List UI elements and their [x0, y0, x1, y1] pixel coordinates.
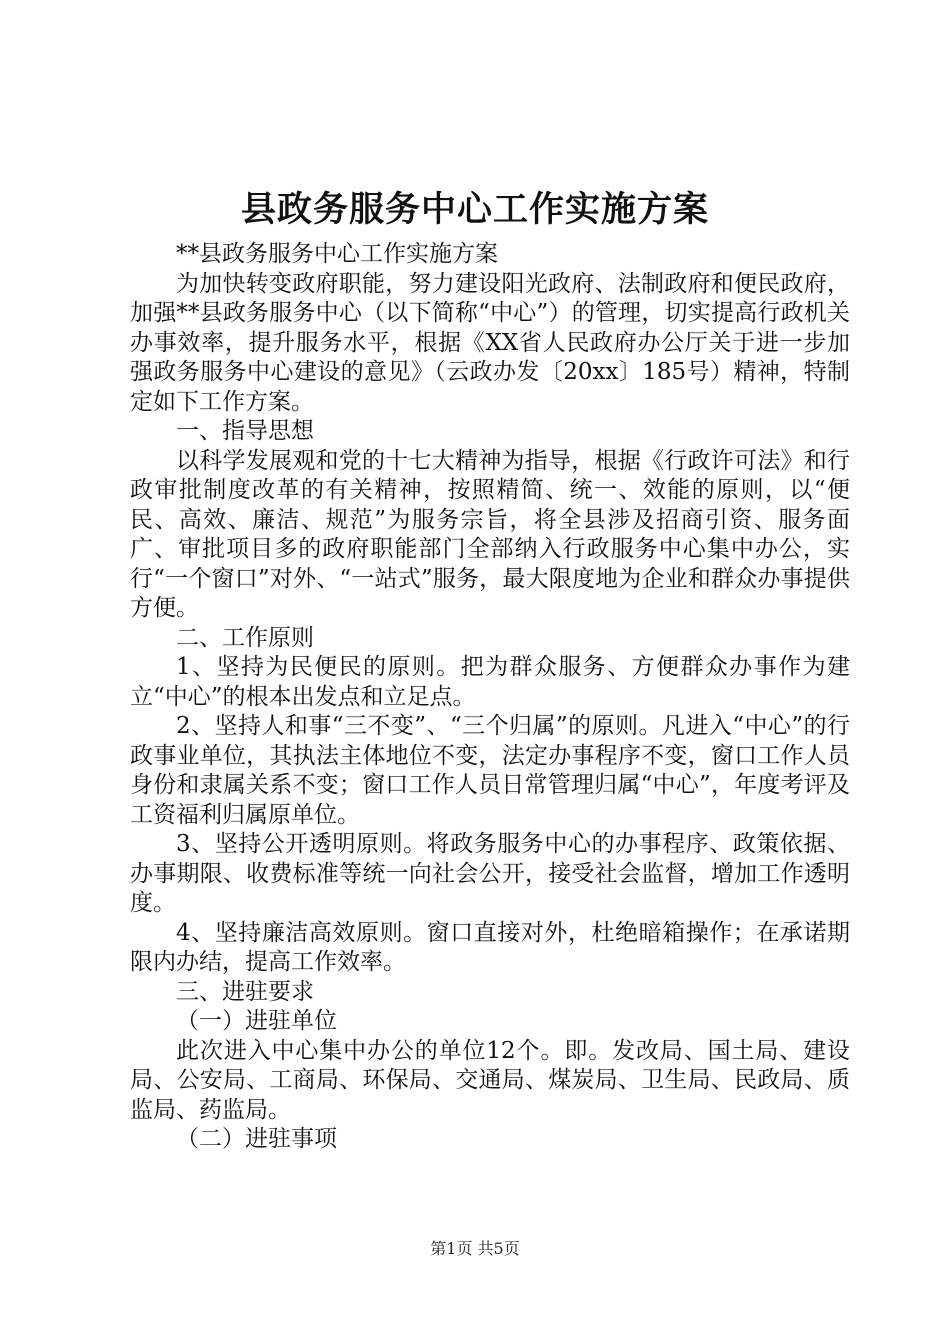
body-paragraph: 以科学发展观和党的十七大精神为指导，根据《行政许可法》和行政审批制度改革的有关精神，按照精简、统一、效能的原则，以“便民、高效、廉洁、规范”为服务宗旨，将全县涉及招商引资、服务面广、审批项目多的政府职能部门全部纳入行政服务中心集中办公，实行“一个窗口”对外、“一站式”服务，最大限度地为企业和群众办事提供方便。 [130, 447, 850, 621]
principle-paragraph: 1、坚持为民便民的原则。把为群众服务、方便群众办事作为建立“中心”的根本出发点和立足点。 [130, 654, 850, 710]
section-heading: 二、工作原则 [176, 624, 314, 651]
document-body [130, 240, 850, 1155]
document-title: 县政务服务中心工作实施方案 [240, 189, 709, 230]
subsection-heading: （一）进驻单位 [176, 1008, 337, 1034]
intro-paragraph: 为加快转变政府职能，努力建设阳光政府、法制政府和便民政府，加强**县政务服务中心（以下简称“中心”）的管理，切实提高行政机关办事效率，提升服务水平，根据《XX省人民政府办公厅关于进一步加强政务服务中心建设的意见》（云政办发〔20xx〕185号）精神，特制定如下工作方案。 [130, 270, 850, 415]
principle-paragraph: 4、坚持廉洁高效原则。窗口直接对外，杜绝暗箱操作；在承诺期限内办结，提高工作效率。 [130, 919, 850, 975]
section-heading: 一、指导思想 [176, 418, 314, 444]
subsection-heading: （二）进驻事项 [176, 1126, 337, 1152]
principle-paragraph: 3、坚持公开透明原则。将政务服务中心的办事程序、政策依据、办事期限、收费标准等统一向社会公开，接受社会监督，增加工作透明度。 [130, 831, 850, 916]
body-paragraph: 此次进入中心集中办公的单位12个。即。发改局、国土局、建设局、公安局、工商局、环保局、交通局、煤炭局、卫生局、民政局、质监局、药监局。 [130, 1037, 850, 1123]
subtitle-paragraph: **县政务服务中心工作实施方案 [176, 241, 498, 267]
principle-paragraph: 2、坚持人和事“三不变”、“三个归属”的原则。凡进入“中心”的行政事业单位，其执法主体地位不变，法定办事程序不变，窗口工作人员身份和隶属关系不变；窗口工作人员日常管理归属“中心”，年度考评及工资福利归属原单位。 [130, 713, 850, 828]
section-heading: 三、进驻要求 [176, 978, 314, 1005]
page-footer: 第1页 共5页 [430, 1239, 520, 1258]
